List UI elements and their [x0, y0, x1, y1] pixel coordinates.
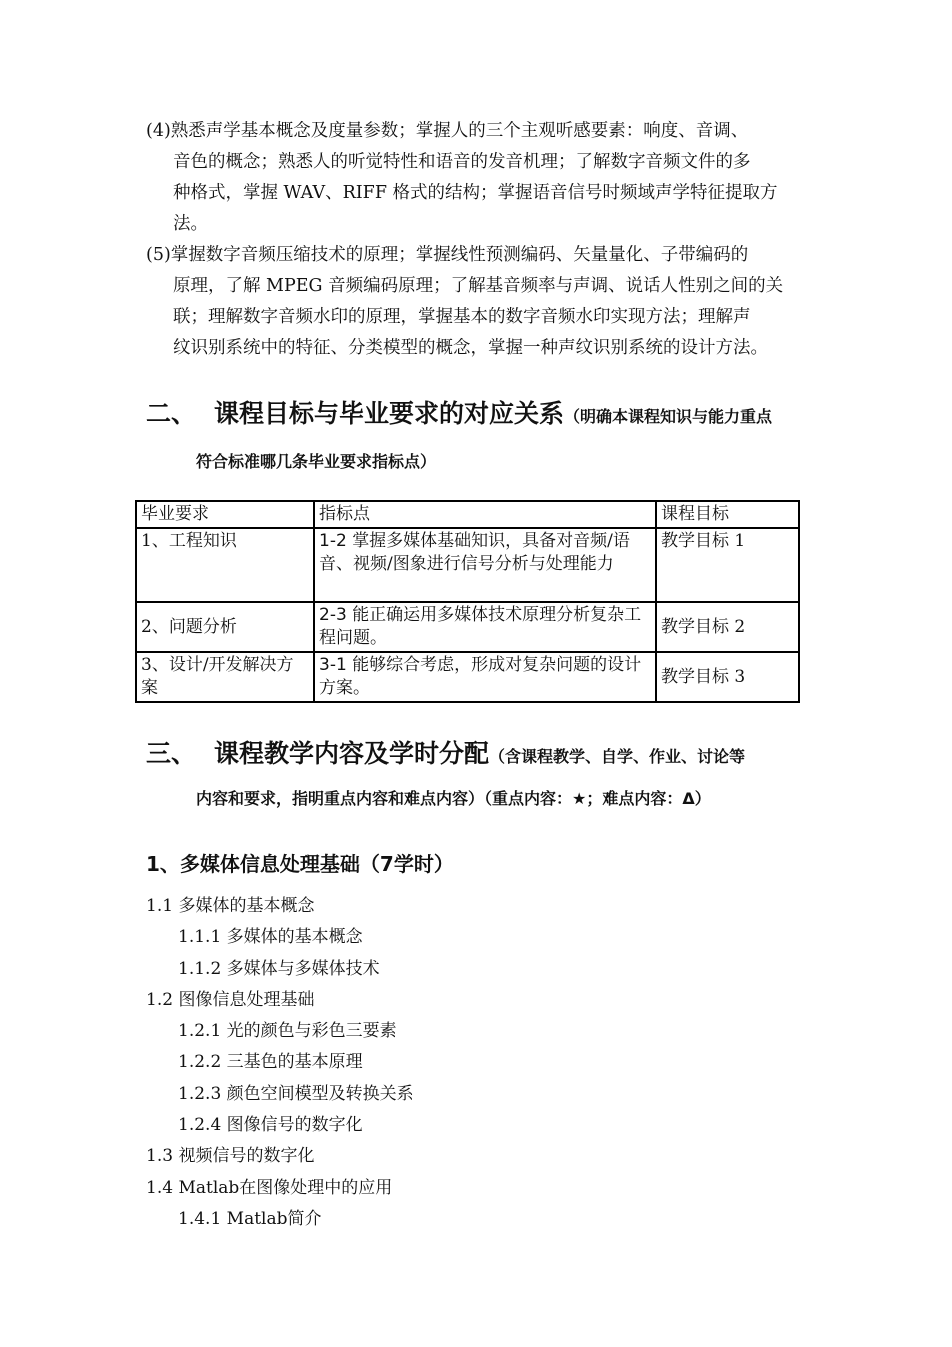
table-row — [136, 528, 799, 602]
table-header-cell: 毕业要求 — [136, 501, 314, 528]
table-row — [136, 602, 799, 652]
outline-item: 1.2 图像信息处理基础 — [146, 989, 315, 1010]
objective-5-line-3: 联；理解数字音频水印的原理，掌握基本的数字音频水印实现方法；理解声 — [173, 307, 751, 327]
outline-subitem: 1.1.1 多媒体的基本概念 — [178, 927, 363, 948]
chapter-1-heading: 1、多媒体信息处理基础（7学时） — [146, 852, 454, 876]
outline-subitem: 1.2.4 图像信号的数字化 — [178, 1115, 363, 1136]
table-header-cell: 课程目标 — [656, 501, 799, 528]
section-2-note-continued: 符合标准哪几条毕业要求指标点） — [196, 452, 437, 471]
table-cell-requirement: 1、工程知识 — [136, 528, 314, 602]
objective-4-line-4: 法。 — [173, 214, 208, 234]
section-3-note: （含课程教学、自学、作业、讨论等 — [489, 747, 746, 766]
outline-item: 1.3 视频信号的数字化 — [146, 1146, 315, 1167]
table-cell-goal: 教学目标 1 — [656, 528, 799, 602]
table-cell-indicator — [314, 602, 656, 652]
table-cell-indicator — [314, 652, 656, 702]
objective-item-5 — [146, 240, 816, 364]
section-3-note-continued: 内容和要求，指明重点内容和难点内容）（重点内容：★；难点内容：Δ） — [196, 789, 711, 808]
table-cell-indicator — [314, 528, 656, 602]
section-2-title: 课程目标与毕业要求的对应关系 — [214, 399, 565, 428]
outline-subitem: 1.2.2 三基色的基本原理 — [178, 1052, 363, 1073]
outline-item: 1.1 多媒体的基本概念 — [146, 896, 315, 916]
table-cell-requirement: 3、设计/开发解决方案 — [136, 652, 314, 702]
outline-item: 1.4 Matlab在图像处理中的应用 — [146, 1177, 393, 1198]
table-header-row — [136, 501, 799, 528]
section-3-heading — [146, 734, 745, 770]
table-row — [136, 652, 799, 702]
outline-subitem: 1.4.1 Matlab简介 — [178, 1208, 322, 1229]
indicator-text: 掌握多媒体基础知识，具备对音频/语音、视频/图象进行信号分析与处理能力 — [319, 531, 630, 574]
section-3-title: 课程教学内容及学时分配 — [214, 739, 490, 768]
indicator-code: 1-2 — [319, 531, 347, 551]
table-cell-requirement: 2、问题分析 — [136, 602, 314, 652]
objective-4-line-3: 种格式，掌握 WAV、RIFF 格式的结构；掌握语音信号时频域声学特征提取方 — [173, 183, 778, 203]
table-cell-goal: 教学目标 3 — [656, 652, 799, 702]
objective-5-line-4: 纹识别系统中的特征、分类模型的概念，掌握一种声纹识别系统的设计方法。 — [173, 338, 768, 358]
requirements-table — [135, 500, 800, 703]
objective-4-line-1: (4)熟悉声学基本概念及度量参数；掌握人的三个主观听感要素：响度、音调、 — [146, 121, 749, 141]
section-2-note: （明确本课程知识与能力重点 — [564, 407, 773, 426]
table-header-cell: 指标点 — [314, 501, 656, 528]
objective-5-line-1: (5)掌握数字音频压缩技术的原理；掌握线性预测编码、矢量量化、子带编码的 — [146, 245, 749, 265]
objective-item-4 — [146, 116, 816, 240]
outline-subitem: 1.1.2 多媒体与多媒体技术 — [178, 958, 380, 979]
indicator-text: 能正确运用多媒体技术原理分析复杂工程问题。 — [319, 605, 642, 648]
objective-4-line-2: 音色的概念；熟悉人的听觉特性和语音的发音机理；了解数字音频文件的多 — [173, 152, 751, 172]
indicator-text: 能够综合考虑，形成对复杂问题的设计方案。 — [319, 655, 642, 698]
section-2-heading — [146, 394, 772, 430]
chapter-1-outline — [146, 891, 414, 1235]
objective-5-line-2: 原理，了解 MPEG 音频编码原理；了解基音频率与声调、说话人性别之间的关 — [173, 276, 784, 296]
indicator-code: 3-1 — [319, 655, 347, 675]
section-3-number: 三、 — [146, 739, 197, 768]
outline-subitem: 1.2.3 颜色空间模型及转换关系 — [178, 1083, 414, 1104]
indicator-code: 2-3 — [319, 605, 347, 625]
table-cell-goal: 教学目标 2 — [656, 602, 799, 652]
section-2-number: 二、 — [146, 399, 197, 428]
outline-subitem: 1.2.1 光的颜色与彩色三要素 — [178, 1021, 397, 1042]
